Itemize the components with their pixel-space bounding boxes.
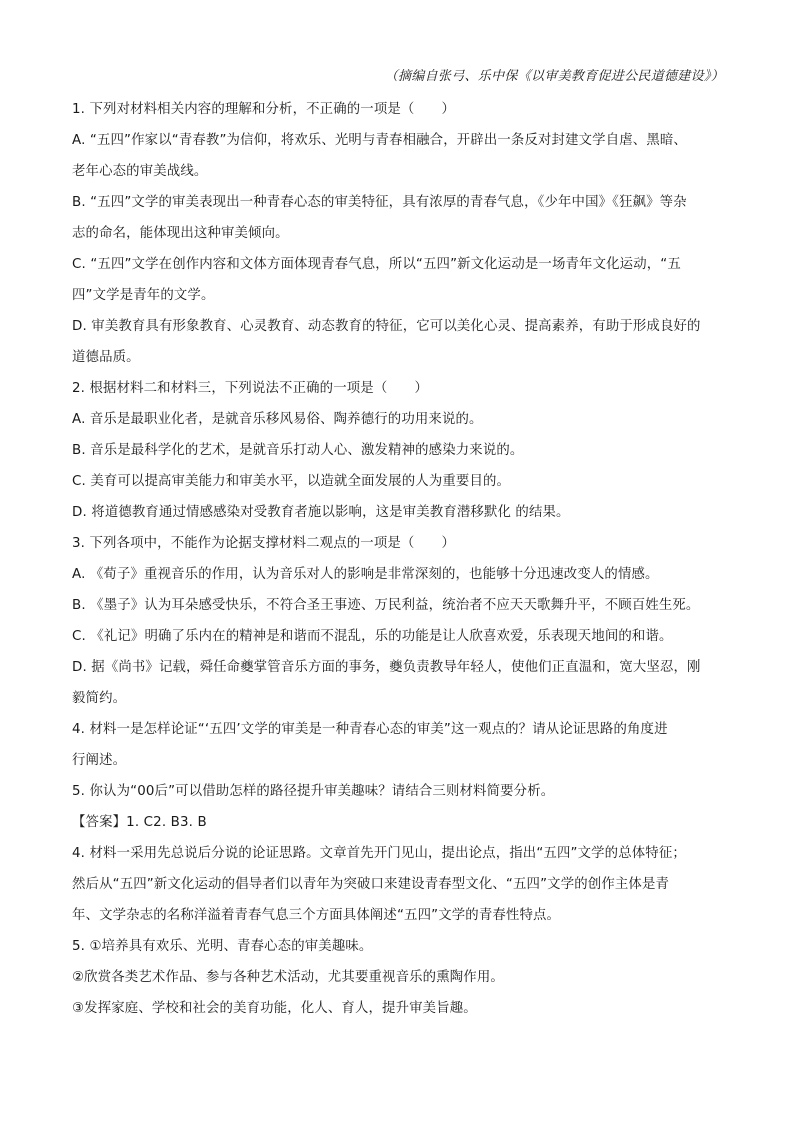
question-2-stem: 2. 根据材料二和材料三，下列说法不正确的一项是（ ） [72,381,428,396]
answer-5-point-1: 5. ①培养具有欢乐、光明、青春心态的审美趣味。 [72,939,373,954]
answer-4-line-2: 然后从“五四”新文化运动的倡导者们以青年为突破口来建设青春型文化、“五四”文学的创作主体是青 [72,877,670,892]
question-4-stem: 4. 材料一是怎样论证“‘五四’文学的审美是一种青春心态的审美”这一观点的？请从论证思路的角度进 [72,722,668,737]
question-2-option-d: D. 将道德教育通过情感感染对受教育者施以影响，这是审美教育潜移默化 的结果。 [72,505,570,520]
source-citation: （摘编自张弓、乐中保《以审美教育促进公民道德建设》） [384,69,724,84]
question-3-option-a: A. 《荀子》重视音乐的作用，认为音乐对人的影响是非常深刻的，也能够十分迅速改变人的情感。 [72,567,659,582]
answer-4-line-3: 年、文学杂志的名称洋溢着青春气息三个方面具体阐述“五四”文学的青春性特点。 [72,908,561,923]
question-3-option-b: B. 《墨子》认为耳朵感受快乐，不符合圣王事迹、万民利益，统治者不应天天歌舞升平，不顾百姓生死。 [72,598,700,613]
question-3-stem: 3. 下列各项中，不能作为论据支撑材料二观点的一项是（ ） [72,536,456,551]
document-body [72,94,724,1024]
question-5-stem: 5. 你认为“00后”可以借助怎样的路径提升审美趣味？请结合三则材料简要分析。 [72,784,555,799]
question-1-option-b: B. “五四”文学的审美表现出一种青春心态的审美特征，具有浓厚的青春气息，《少年中国》《狂飙》等杂 [72,195,687,210]
question-1-option-d-cont: 道德品质。 [72,350,140,365]
question-3-option-d: D. 据《尚书》记载，舜任命夔掌管音乐方面的事务，夔负责教导年轻人，使他们正直温和，宽大坚忍，刚 [72,660,701,675]
question-2-option-a: A. 音乐是最职业化者，是就音乐移风易俗、陶养德行的功用来说的。 [72,412,483,427]
question-1-option-c-cont: 四”文学是青年的文学。 [72,288,215,303]
question-1-stem: 1. 下列对材料相关内容的理解和分析，不正确的一项是（ ） [72,102,456,117]
question-1-option-c: C. “五四”文学在创作内容和文体方面体现青春气息，所以“五四”新文化运动是一场青年文化运动，“五 [72,257,681,272]
answer-4-line-1: 4. 材料一采用先总说后分说的论证思路。文章首先开门见山，提出论点，指出“五四”文学的总体特征； [72,846,686,861]
question-3-option-d-cont: 毅简约。 [72,691,127,706]
question-1-option-d: D. 审美教育具有形象教育、心灵教育、动态教育的特征，它可以美化心灵、提高素养，有助于形成良好的 [72,319,701,334]
question-2-option-b: B. 音乐是最科学化的艺术，是就音乐打动人心、激发精神的感染力来说的。 [72,443,524,458]
answer-heading: 【答案】1. C2. B3. B [72,815,207,830]
question-1-option-b-cont: 志的命名，能体现出这种审美倾向。 [72,226,289,241]
question-1-option-a-cont: 老年心态的审美战线。 [72,164,208,179]
answer-5-point-3: ③发挥家庭、学校和社会的美育功能，化人、育人，提升审美旨趣。 [72,1001,477,1016]
answer-5-point-2: ②欣赏各类艺术作品、参与各种艺术活动，尤其要重视音乐的熏陶作用。 [72,970,504,985]
question-2-option-c: C. 美育可以提高审美能力和审美水平，以造就全面发展的人为重要目的。 [72,474,511,489]
question-3-option-c: C. 《礼记》明确了乐内在的精神是和谐而不混乱，乐的功能是让人欣喜欢爱，乐表现天地间的和谐。 [72,629,673,644]
question-4-stem-cont: 行阐述。 [72,753,127,768]
question-1-option-a: A. “五四”作家以“青春教”为信仰，将欢乐、光明与青春相融合，开辟出一条反对封建文学自虐、黑暗、 [72,133,687,148]
